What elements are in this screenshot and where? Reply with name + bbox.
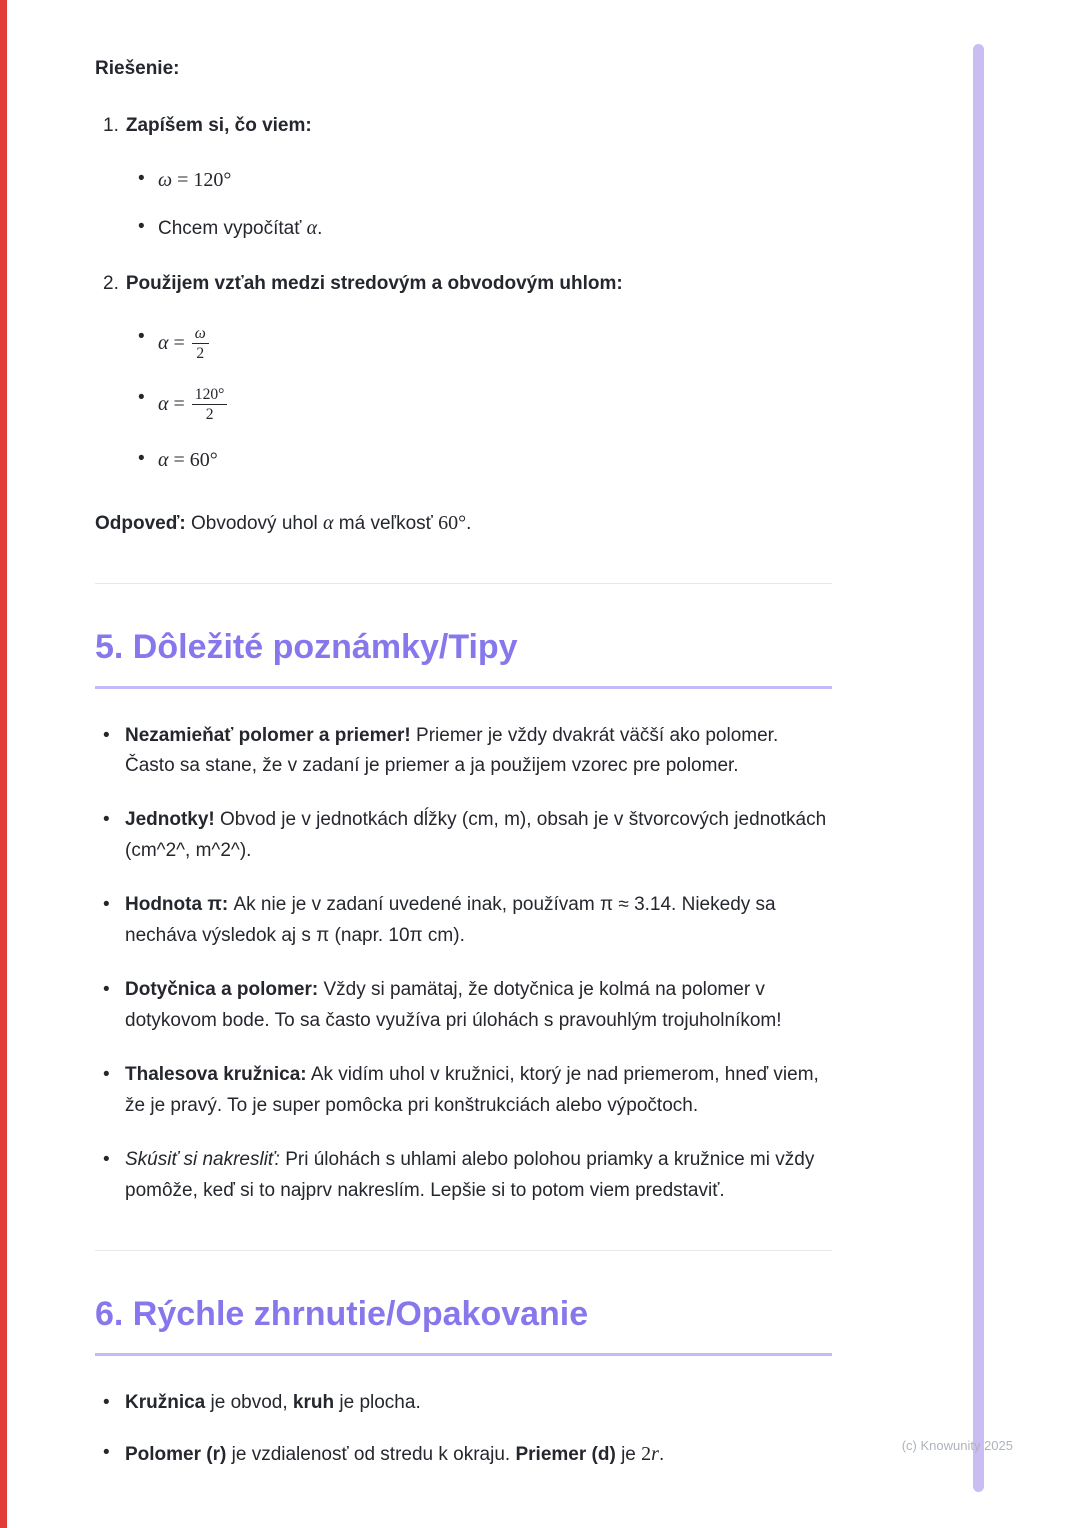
tip-text: Obvod je v jednotkách dĺžky (cm, m), obsah je v štvorcových jednotkách (cm^2^, m^2^). [125, 809, 827, 862]
fraction-denominator: 2 [205, 406, 214, 424]
math-var: α [306, 216, 318, 239]
fraction-numerator: 120° [192, 385, 228, 405]
answer-line [95, 507, 832, 540]
math-var: α [323, 511, 334, 534]
math-expression [158, 324, 209, 363]
math-var: α [158, 448, 169, 471]
section-5-heading: 5. Dôležité poznámky/Tipy [95, 627, 832, 689]
tips-list [95, 721, 832, 1208]
scrollbar-thumb[interactable] [973, 44, 984, 1492]
solution-steps [103, 111, 832, 477]
text-fragment: je obvod, [205, 1391, 293, 1413]
term: kruh [292, 1391, 335, 1413]
summary-list [95, 1388, 832, 1471]
math-var: α [158, 393, 169, 416]
text-fragment: je vzdialenosť od stredu k okraju. [226, 1443, 516, 1465]
math-var: ω [158, 168, 173, 191]
tip-item [95, 1145, 832, 1207]
text-fragment: Obvodový uhol [185, 512, 324, 534]
tip-lead: Skúsiť si nakresliť: [125, 1149, 280, 1171]
list-item [138, 212, 832, 245]
tip-text: Priemer je vždy dvakrát väčší ako polomer. Často sa stane, že v zadaní je priemer a ja použijem vzorec pre polomer. [125, 724, 779, 777]
tip-text: Ak vidím uhol v kružnici, ktorý je nad priemerom, hneď viem, že je pravý. To je super pomôcka pri konštrukciách alebo výpočtoch. [125, 1064, 819, 1117]
math-line [138, 444, 832, 477]
tip-lead: Jednotky! [125, 809, 215, 831]
section-6-heading: 6. Rýchle zhrnutie/Opakovanie [95, 1294, 832, 1356]
summary-item [95, 1388, 832, 1419]
tip-item [95, 890, 832, 952]
fraction [192, 385, 228, 425]
math-rest: = 60° [168, 448, 218, 471]
tip-text: Ak nie je v zadaní uvedené inak, používam π ≈ 3.14. Niekedy sa necháva výsledok aj s π (napr. 10π cm). [125, 894, 776, 947]
tip-item [95, 1060, 832, 1122]
step-number: 1. [103, 114, 119, 136]
math-eq: = [168, 332, 190, 355]
tip-text: Vždy si pamätaj, že dotyčnica je kolmá na polomer v dotykovom bode. To sa často využíva pri úlohách s pravouhlým trojuholníkom! [125, 979, 782, 1032]
solution-step-2 [103, 269, 832, 477]
solution-heading: Riešenie: [95, 58, 180, 79]
section-divider [95, 583, 832, 584]
math-var: α [158, 332, 169, 355]
watermark: (c) Knowunity 2025 [901, 1438, 1013, 1453]
text-fragment: má veľkosť [333, 512, 439, 534]
math-line [138, 322, 832, 368]
section-divider [95, 1250, 832, 1251]
math-line [138, 164, 832, 197]
math-expression [158, 449, 218, 471]
math-expression [158, 169, 231, 191]
tip-item [95, 721, 832, 783]
tip-lead: Thalesova kružnica: [125, 1064, 307, 1086]
math-var: r [651, 1442, 659, 1465]
step-number: 2. [103, 272, 119, 294]
term: Polomer (r) [125, 1443, 227, 1465]
math-eq: = [168, 393, 190, 416]
text-fragment: . [658, 1443, 665, 1465]
tip-lead: Hodnota π: [125, 894, 229, 916]
step-sub-list [138, 164, 832, 245]
answer-label: Odpoveď: [95, 512, 186, 534]
fraction [192, 324, 209, 364]
summary-item [95, 1438, 832, 1471]
tip-text: Pri úlohách s uhlami alebo polohou priamky a kružnice mi vždy pomôže, keď si to najprv nakreslím. Lepšie si to potom viem predstaviť. [125, 1149, 815, 1202]
step-label: Zapíšem si, čo viem: [125, 114, 312, 136]
step-sub-list [138, 322, 832, 477]
document-content [95, 54, 832, 1490]
text-fragment: je plocha. [334, 1391, 421, 1413]
step-label: Použijem vzťah medzi stredovým a obvodovým uhlom: [125, 272, 623, 294]
math-num: 2 [641, 1442, 652, 1465]
text-fragment: . [317, 217, 323, 239]
text-fragment: je [615, 1443, 642, 1465]
text-fragment: . [466, 512, 472, 534]
math-value: 60° [438, 511, 467, 534]
text-fragment: Chcem vypočítať [158, 217, 307, 239]
solution-step-1 [103, 111, 832, 245]
step-head [103, 111, 832, 142]
fraction-numerator: ω [192, 324, 209, 344]
step-head [103, 269, 832, 300]
math-expression [158, 385, 227, 424]
math-rest: = 120° [172, 168, 232, 191]
tip-item [95, 975, 832, 1037]
tip-lead: Dotyčnica a polomer: [125, 979, 319, 1001]
math-line [138, 383, 832, 429]
term: Priemer (d) [515, 1443, 616, 1465]
fraction-denominator: 2 [196, 345, 205, 363]
tip-item [95, 805, 832, 867]
page-edge-stripe [0, 0, 7, 1528]
term: Kružnica [125, 1391, 206, 1413]
tip-lead: Nezamieňať polomer a priemer! [125, 724, 411, 746]
